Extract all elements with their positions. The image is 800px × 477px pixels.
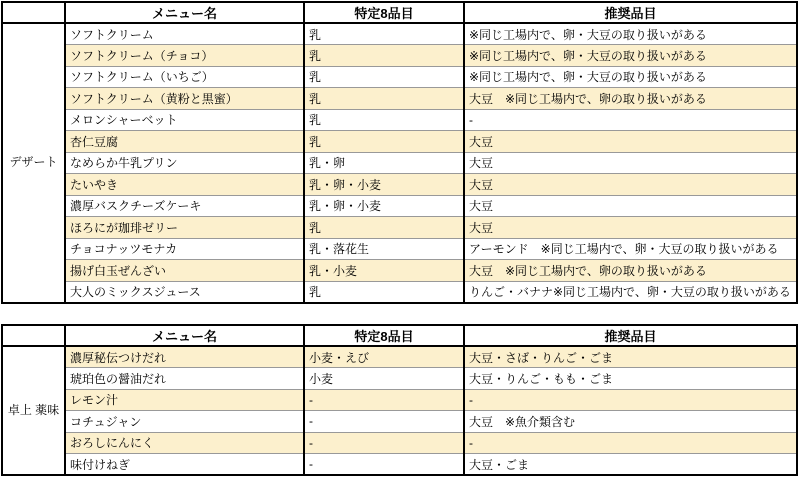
dessert-allergen-table [1,1,798,304]
specified8-cell: 乳・小麦 [304,260,464,282]
recommended-cell: 大豆 ※魚介類含む [464,411,797,433]
recommended-cell: 大豆 [464,131,797,153]
table-row [2,195,797,217]
condiments-table-body [2,346,797,475]
specified8-cell: 小麦 [304,368,464,390]
category-header-cell [2,325,65,346]
recommended-header: 推奨品目 [464,325,797,346]
recommended-cell: りんご・バナナ※同じ工場内で、卵・大豆の取り扱いがある [464,281,797,303]
menu-name-cell: 杏仁豆腐 [65,131,304,153]
specified8-cell: 乳 [304,131,464,153]
table-row [2,346,797,368]
specified8-cell: - [304,454,464,476]
header-row [2,2,797,23]
specified8-cell: 乳・卵・小麦 [304,195,464,217]
menu-name-cell: 濃厚バスクチーズケーキ [65,195,304,217]
menu-name-cell: コチュジャン [65,411,304,433]
table-row [2,45,797,67]
menu-name-cell: ソフトクリーム（黄粉と黒蜜） [65,88,304,110]
condiments-allergen-table [1,324,798,476]
category-header-cell [2,2,65,23]
dessert-table-body [2,23,797,303]
table-row [2,109,797,131]
category-cell: 卓上 薬味 [2,346,65,475]
table-row [2,238,797,260]
specified8-header: 特定8品目 [304,2,464,23]
menu-name-cell: おろしにんにく [65,432,304,454]
recommended-cell: 大豆・ごま [464,454,797,476]
menu-name-cell: 味付けねぎ [65,454,304,476]
specified8-cell: - [304,432,464,454]
specified8-cell: 乳・落花生 [304,238,464,260]
menu-name-header: メニュー名 [65,325,304,346]
recommended-cell: 大豆 ※同じ工場内で、卵の取り扱いがある [464,88,797,110]
menu-name-cell: たいやき [65,174,304,196]
table-row [2,174,797,196]
menu-name-cell: ソフトクリーム [65,23,304,45]
recommended-cell: 大豆 [464,217,797,239]
table-row [2,88,797,110]
specified8-cell: 乳・卵 [304,152,464,174]
table-row [2,389,797,411]
table-row [2,131,797,153]
specified8-cell: 乳 [304,45,464,67]
menu-name-cell: ソフトクリーム（いちご） [65,66,304,88]
specified8-cell: 小麦・えび [304,346,464,368]
table-row [2,432,797,454]
menu-name-cell: ほろにが珈琲ゼリー [65,217,304,239]
table-row [2,23,797,45]
specified8-header: 特定8品目 [304,325,464,346]
recommended-cell: ※同じ工場内で、卵・大豆の取り扱いがある [464,66,797,88]
recommended-cell: - [464,109,797,131]
recommended-header: 推奨品目 [464,2,797,23]
menu-name-cell: チョコナッツモナカ [65,238,304,260]
category-cell: デザート [2,23,65,303]
specified8-cell: 乳 [304,23,464,45]
menu-name-cell: なめらか牛乳プリン [65,152,304,174]
recommended-cell: ※同じ工場内で、卵・大豆の取り扱いがある [464,45,797,67]
header-row [2,325,797,346]
table-row [2,260,797,282]
table-row [2,368,797,390]
recommended-cell: 大豆 [464,152,797,174]
menu-name-cell: メロンシャーベット [65,109,304,131]
specified8-cell: 乳 [304,217,464,239]
specified8-cell: 乳 [304,66,464,88]
menu-name-cell: 濃厚秘伝つけだれ [65,346,304,368]
specified8-cell: 乳 [304,281,464,303]
recommended-cell: 大豆・さば・りんご・ごま [464,346,797,368]
recommended-cell: 大豆 [464,195,797,217]
recommended-cell: アーモンド ※同じ工場内で、卵・大豆の取り扱いがある [464,238,797,260]
specified8-cell: - [304,411,464,433]
recommended-cell: ※同じ工場内で、卵・大豆の取り扱いがある [464,23,797,45]
table-row [2,281,797,303]
specified8-cell: 乳 [304,109,464,131]
table-row [2,217,797,239]
recommended-cell: - [464,432,797,454]
table-row [2,152,797,174]
recommended-cell: - [464,389,797,411]
table-row [2,66,797,88]
menu-name-cell: レモン汁 [65,389,304,411]
menu-name-header: メニュー名 [65,2,304,23]
specified8-cell: 乳・卵・小麦 [304,174,464,196]
recommended-cell: 大豆 ※同じ工場内で、卵の取り扱いがある [464,260,797,282]
menu-name-cell: ソフトクリーム（チョコ） [65,45,304,67]
specified8-cell: - [304,389,464,411]
menu-name-cell: 揚げ白玉ぜんざい [65,260,304,282]
menu-name-cell: 琥珀色の醤油だれ [65,368,304,390]
table-row [2,454,797,476]
table-row [2,411,797,433]
specified8-cell: 乳 [304,88,464,110]
recommended-cell: 大豆 [464,174,797,196]
recommended-cell: 大豆・りんご・もも・ごま [464,368,797,390]
menu-name-cell: 大人のミックスジュース [65,281,304,303]
